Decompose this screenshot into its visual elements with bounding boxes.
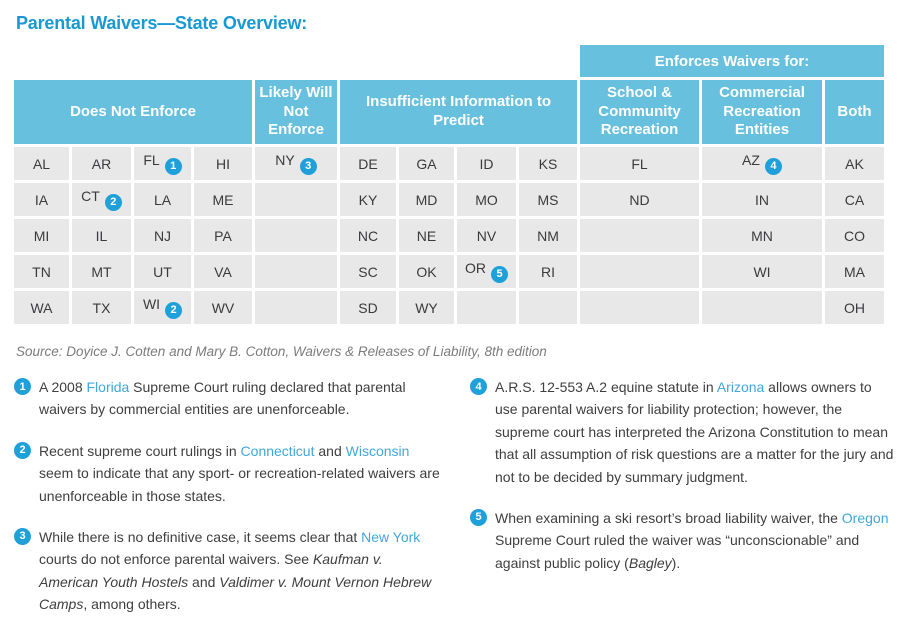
state-abbreviation: CO [844,227,865,244]
column-header-commercial-recreation: Commercial Recreation Entities [702,80,822,144]
footnotes-right-column [470,376,898,622]
state-abbreviation: IN [755,191,769,208]
state-cell [702,183,822,216]
header-row [14,80,884,144]
state-cell [14,219,69,252]
footnote-ref-badge: 2 [165,302,182,319]
state-abbreviation: WY [415,299,438,316]
state-cell [399,219,454,252]
state-cell [340,291,396,324]
state-abbreviation: OR [465,260,486,277]
table-row [14,183,884,216]
empty-cell [457,291,516,324]
state-abbreviation: SC [358,263,378,280]
column-header-both: Both [825,80,884,144]
state-abbreviation: IL [95,227,108,244]
state-abbreviation: NY [275,152,295,169]
footnote-item [470,376,898,488]
state-cell [399,183,454,216]
state-abbreviation: RI [541,263,555,280]
footnotes-left-column [14,376,444,622]
state-name-highlight: Oregon [841,509,889,526]
state-cell [457,147,516,180]
banner-row [14,45,884,77]
footnote-segment: allows owners to use parental waivers for liability protection; however, the supreme court has interpreted the Arizona Constitution to mean that all assumption of risk questions are a matter for the jury and not to be decided by summary judgment. [495,379,894,485]
state-cell [825,183,884,216]
empty-cell [519,291,577,324]
footnote-segment: and [314,442,346,459]
footnote-item [14,440,444,507]
footnote-text [39,440,444,507]
footnote-text [495,507,898,574]
footnote-segment: When examining a ski resort’s broad liability waiver, the [495,509,842,526]
state-cell [519,219,577,252]
table-row [14,255,884,288]
state-waiver-table [11,42,887,327]
state-cell [14,291,69,324]
footnote-segment: ). [671,554,681,571]
state-abbreviation: ND [629,191,650,208]
state-abbreviation: CT [81,188,100,205]
footnote-text [495,376,898,488]
state-abbreviation: PA [214,227,232,244]
state-cell [702,219,822,252]
state-cell [134,255,191,288]
state-abbreviation: NJ [153,227,172,244]
state-cell [340,255,396,288]
state-abbreviation: MS [537,191,559,208]
state-abbreviation: AL [32,155,51,172]
state-abbreviation: DE [358,155,378,172]
state-abbreviation: ME [212,191,234,208]
footnote-number-badge: 2 [14,442,31,459]
state-abbreviation: FL [631,155,648,172]
footnote-item [470,507,898,574]
state-cell [702,255,822,288]
state-cell [194,291,252,324]
state-abbreviation: CA [844,191,865,208]
state-cell [72,255,131,288]
footnote-segment: and [188,573,220,590]
empty-cell [580,219,699,252]
state-cell [72,219,131,252]
state-abbreviation: MA [844,263,865,280]
empty-cell [580,255,699,288]
state-abbreviation: GA [416,155,437,172]
footnote-item [14,526,444,616]
state-abbreviation: WI [142,296,161,313]
state-cell [580,147,699,180]
footnote-segment: seem to indicate that any sport- or recreation-related waivers are unenforceable in those states. [39,465,440,504]
state-abbreviation: MT [91,263,112,280]
state-cell [457,219,516,252]
state-cell [72,147,131,180]
state-cell [519,183,577,216]
column-header-likely-will-not-enforce: Likely Will Not Enforce [255,80,337,144]
state-abbreviation: HI [216,155,230,172]
footnote-text [39,376,444,421]
state-cell [340,219,396,252]
state-cell [399,255,454,288]
empty-cell [255,183,337,216]
state-abbreviation: OH [844,299,865,316]
state-name-highlight: Wisconsin [345,442,410,459]
footnote-number-badge: 5 [470,509,487,526]
state-abbreviation: NE [416,227,437,244]
state-cell [825,219,884,252]
empty-cell [702,291,822,324]
footnote-ref-badge: 5 [491,266,508,283]
state-cell [194,183,252,216]
state-cell [194,147,252,180]
state-abbreviation: MD [415,191,438,208]
state-cell [134,219,191,252]
state-cell [519,255,577,288]
table-row [14,147,884,180]
column-header-does-not-enforce: Does Not Enforce [14,80,252,144]
footnote-segment: While there is no definitive case, it seems clear that [39,528,362,545]
state-name-highlight: Connecticut [240,442,315,459]
state-abbreviation: AZ [742,152,760,169]
footnote-number-badge: 1 [14,378,31,395]
state-cell [519,147,577,180]
state-abbreviation: WV [211,299,235,316]
footnote-segment: Supreme Court ruling declared that parental waivers by commercial entities are unenforceable. [39,379,406,418]
state-cell [702,147,822,180]
empty-cell [255,255,337,288]
state-cell [580,183,699,216]
state-abbreviation: AR [91,155,112,172]
state-abbreviation: TN [32,263,51,280]
state-abbreviation: NV [476,227,497,244]
state-abbreviation: NM [537,227,559,244]
footnote-ref-badge: 4 [765,158,782,175]
state-cell [825,255,884,288]
state-abbreviation: WA [30,299,53,316]
state-abbreviation: SD [358,299,378,316]
state-cell [194,219,252,252]
footnote-segment: Recent supreme court rulings in [39,442,241,459]
state-cell [399,147,454,180]
state-abbreviation: KY [358,191,378,208]
state-abbreviation: KS [538,155,558,172]
state-cell [825,291,884,324]
state-abbreviation: FL [143,152,160,169]
empty-cell [255,291,337,324]
state-cell [72,183,131,216]
state-cell [255,147,337,180]
state-abbreviation: MN [751,227,773,244]
state-abbreviation: UT [153,263,172,280]
footnote-ref-badge: 1 [165,158,182,175]
case-name-italic: Valdimer v. Mount Vernon Hebrew Camps [39,573,432,613]
state-cell [457,183,516,216]
state-cell [14,147,69,180]
state-abbreviation: NC [357,227,379,244]
state-cell [825,147,884,180]
empty-cell [580,291,699,324]
footnote-ref-badge: 3 [300,158,317,175]
state-abbreviation: LA [153,191,172,208]
source-citation: Source: Doyice J. Cotten and Mary B. Cotton, Waivers & Releases of Liability, 8th edition [16,344,547,359]
state-name-highlight: Arizona [716,379,765,395]
state-abbreviation: OK [416,263,437,280]
state-cell [340,183,396,216]
case-name-italic: Bagley [628,554,672,571]
state-name-highlight: Florida [86,379,130,395]
state-cell [457,255,516,288]
footnote-segment: A.R.S. 12-553 A.2 equine statute in [495,379,717,395]
state-name-highlight: New York [361,528,421,545]
footnote-segment: , among others. [83,596,181,613]
footnote-text [39,526,444,616]
state-cell [72,291,131,324]
footnote-number-badge: 3 [14,528,31,545]
state-abbreviation: MO [475,191,498,208]
case-name-italic: Kaufman v. American Youth Hostels [39,551,383,590]
banner-spacer [14,45,577,77]
footnote-segment: Supreme Court ruled the waiver was “unconscionable” and against public policy ( [495,532,860,571]
state-abbreviation: ID [479,155,494,172]
footnote-segment: A 2008 [39,379,87,395]
table-row [14,219,884,252]
table-row [14,291,884,324]
state-cell [134,147,191,180]
footnote-item [14,376,444,421]
state-abbreviation: TX [92,299,111,316]
empty-cell [255,219,337,252]
state-abbreviation: MI [33,227,50,244]
footnote-segment: courts do not enforce parental waivers. See [39,551,313,568]
state-abbreviation: IA [34,191,49,208]
state-cell [14,255,69,288]
state-abbreviation: VA [214,263,232,280]
footnote-number-badge: 4 [470,378,487,395]
page-title: Parental Waivers—State Overview: [16,13,308,33]
state-cell [134,291,191,324]
state-cell [134,183,191,216]
state-cell [340,147,396,180]
column-header-insufficient-information: Insufficient Information to Predict [340,80,577,144]
column-header-school-community-recreation: School & Community Recreation [580,80,699,144]
state-cell [194,255,252,288]
state-cell [399,291,454,324]
state-cell [14,183,69,216]
footnote-ref-badge: 2 [105,194,122,211]
state-abbreviation: AK [845,155,864,172]
footnotes-section [14,376,898,622]
enforces-waivers-banner: Enforces Waivers for: [580,45,884,77]
state-abbreviation: WI [753,263,771,280]
